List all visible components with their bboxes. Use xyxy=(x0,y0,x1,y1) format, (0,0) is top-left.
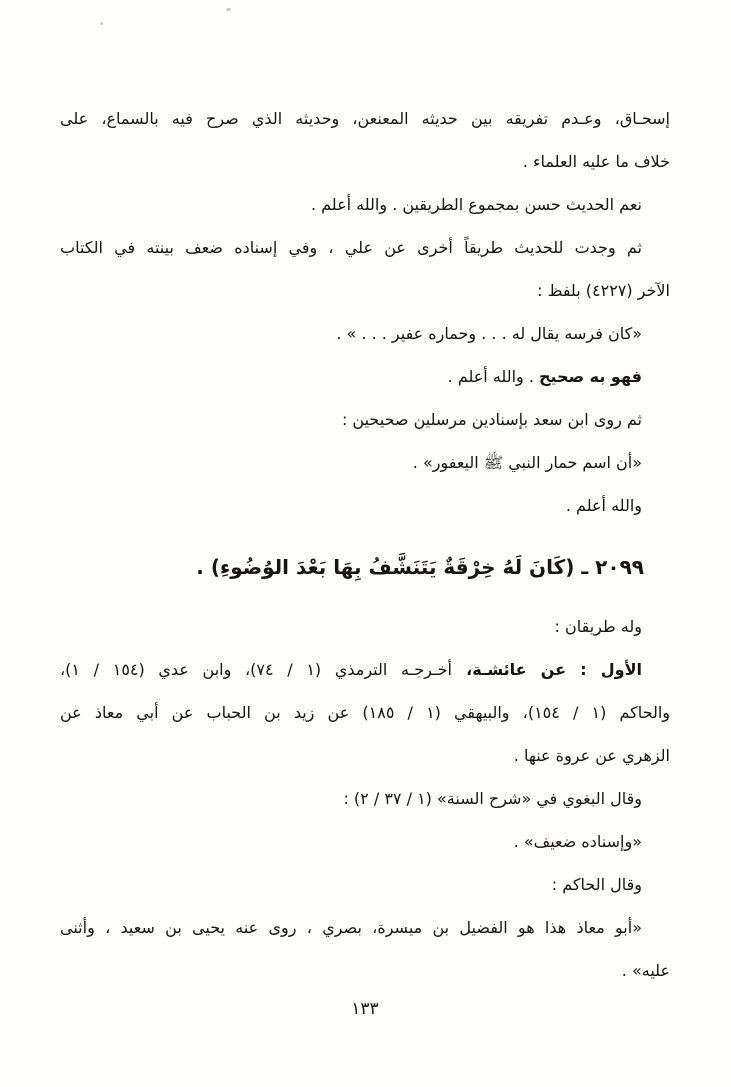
bold-text-segment: فهو به صحيح xyxy=(539,367,642,386)
text-segment: عليه» . xyxy=(621,961,670,980)
text-segment: وقال الحاكم : xyxy=(551,875,642,894)
text-segment: الآخر (٤٢٢٧) بلفظ : xyxy=(537,281,670,300)
text-line xyxy=(60,906,670,949)
text-line xyxy=(60,269,670,312)
bold-text-segment: ٢٠٩٩ ـ (كَانَ لَهُ خِرْقَةٌ يَتَنَشَّفُ بِهَا بَعْدَ الوُضُوءِ) . xyxy=(196,555,644,579)
text-block xyxy=(60,97,670,992)
text-segment: وقال البغوي في «شرح السنة» (١ / ٣٧ / ٢) : xyxy=(343,789,642,808)
text-segment: والحاكم (١ / ١٥٤)، والبيهقي (١ / ١٨٥) عن زيد بن الحباب عن أبي معاذ عن xyxy=(60,703,670,722)
page-number: ١٣٣ xyxy=(351,999,379,1019)
text-segment: وله طريقان : xyxy=(554,617,642,636)
text-line xyxy=(60,777,670,820)
text-line xyxy=(60,863,670,906)
text-line xyxy=(60,312,670,355)
text-line xyxy=(60,355,670,398)
text-line xyxy=(60,183,670,226)
hadith-heading xyxy=(60,544,670,590)
text-line xyxy=(60,226,670,269)
text-segment: «وإسناده ضعيف» . xyxy=(513,832,642,851)
text-segment: «أبو معاذ هذا هو الفضيل بن ميسرة، بصري ، روى عنه يحيى بن سعيد ، وأثنى xyxy=(60,918,642,937)
text-segment: إسحـاق، وعـدم تفريقه بين حديثه المعنعن، وحديثه الذي صرح فيه بالسماع، على xyxy=(60,109,670,128)
text-segment: الزهري عن عروة عنها . xyxy=(513,746,670,765)
text-line xyxy=(60,484,670,527)
text-line xyxy=(60,949,670,992)
bold-text-segment: الأول : عن عائشـة، xyxy=(451,660,642,679)
text-segment: . والله أعلم . xyxy=(447,367,540,386)
text-line xyxy=(60,441,670,484)
text-segment: «كان فرسه يقال له . . . وحماره عفير . . . » . xyxy=(336,324,642,343)
text-line xyxy=(60,97,670,140)
text-segment: خلاف ما عليه العلماء . xyxy=(522,152,670,171)
text-segment: والله أعلم . xyxy=(565,496,642,515)
text-line xyxy=(60,691,670,734)
text-segment: «أن اسم حمار النبي ﷺ اليعفور» . xyxy=(412,453,642,472)
text-line xyxy=(60,648,670,691)
text-line xyxy=(60,820,670,863)
text-segment: أخـرجـه الترمذي (١ / ٧٤)، وابن عدي (١٥٤ / ١)، xyxy=(60,660,452,679)
scan-speck xyxy=(100,22,103,25)
text-line xyxy=(60,398,670,441)
text-line xyxy=(60,140,670,183)
text-segment: ثم وجدت للحديث طريقاً أخرى عن علي ، وفي إسناده ضعف بينته في الكتاب xyxy=(60,238,642,257)
scan-speck xyxy=(226,8,231,11)
text-segment: نعم الحديث حسن بمجموع الطريقين . والله أعلم . xyxy=(310,195,642,214)
text-line xyxy=(60,734,670,777)
text-segment: ثم روى ابن سعد بإسنادين مرسلين صحيحين : xyxy=(341,410,642,429)
text-line xyxy=(60,605,670,648)
